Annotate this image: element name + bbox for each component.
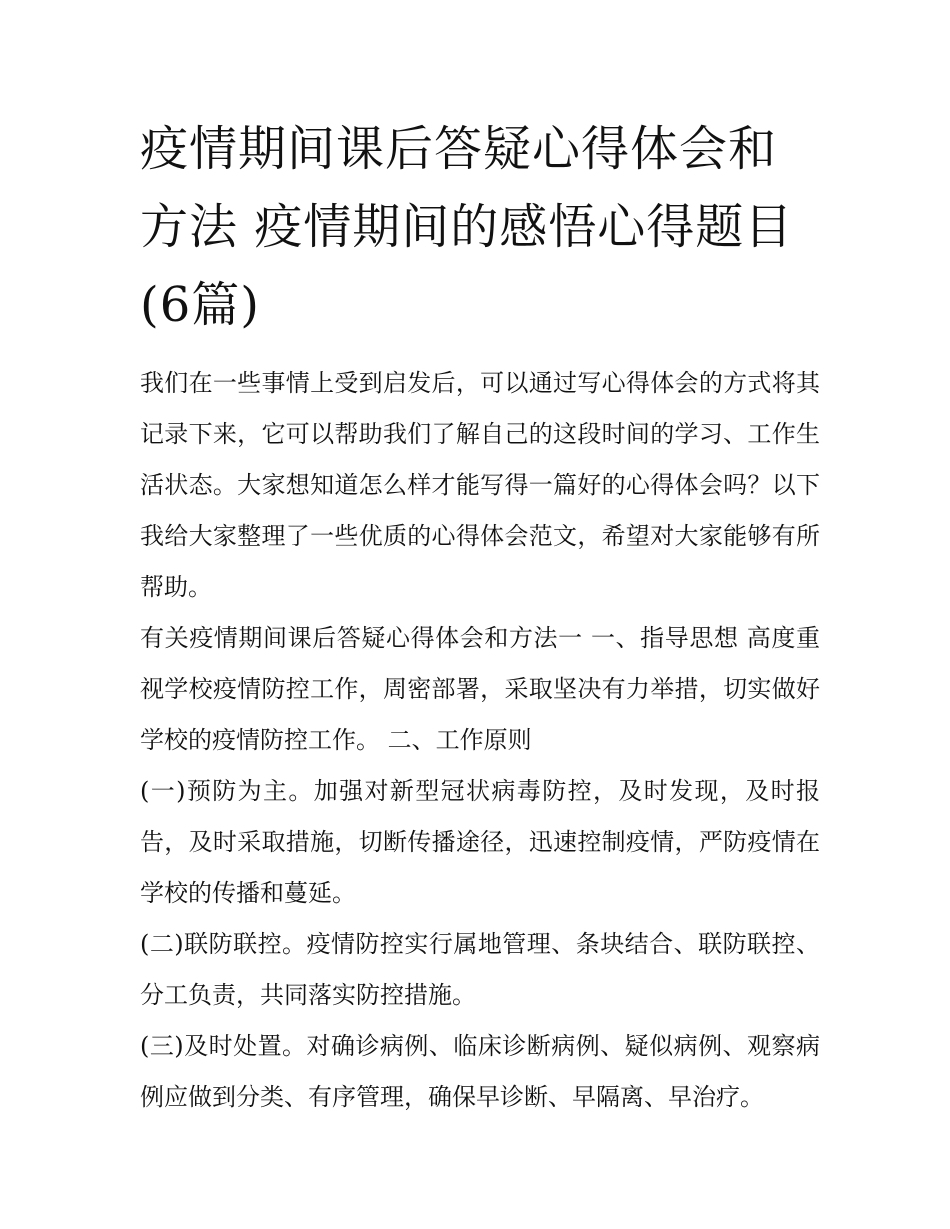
document-page xyxy=(140,110,820,1123)
paragraph-principle-1: (一)预防为主。加强对新型冠状病毒防控，及时发现，及时报告，及时采取措施，切断传播途径，迅速控制疫情，严防疫情在学校的传播和蔓延。 xyxy=(140,777,820,907)
document-title: 疫情期间课后答疑心得体会和方法 疫情期间的感悟心得题目(6篇) xyxy=(140,121,794,333)
paragraph-intro: 我们在一些事情上受到启发后，可以通过写心得体会的方式将其记录下来，它可以帮助我们了解自己的这段时间的学习、工作生活状态。大家想知道怎么样才能写得一篇好的心得体会吗？以下我给大家整理了一些优质的心得体会范文，希望对大家能够有所帮助。 xyxy=(140,369,820,601)
paragraph-principle-2: (二)联防联控。疫情防控实行属地管理、条块结合、联防联控、分工负责，共同落实防控措施。 xyxy=(140,930,820,1009)
paragraph-guiding-ideology: 有关疫情期间课后答疑心得体会和方法一 一、指导思想 高度重视学校疫情防控工作，周密部署，采取坚决有力举措，切实做好学校的疫情防控工作。 二、工作原则 xyxy=(140,624,820,754)
paragraph-principle-3: (三)及时处置。对确诊病例、临床诊断病例、疑似病例、观察病例应做到分类、有序管理，确保早诊断、早隔离、早治疗。 xyxy=(140,1032,820,1111)
